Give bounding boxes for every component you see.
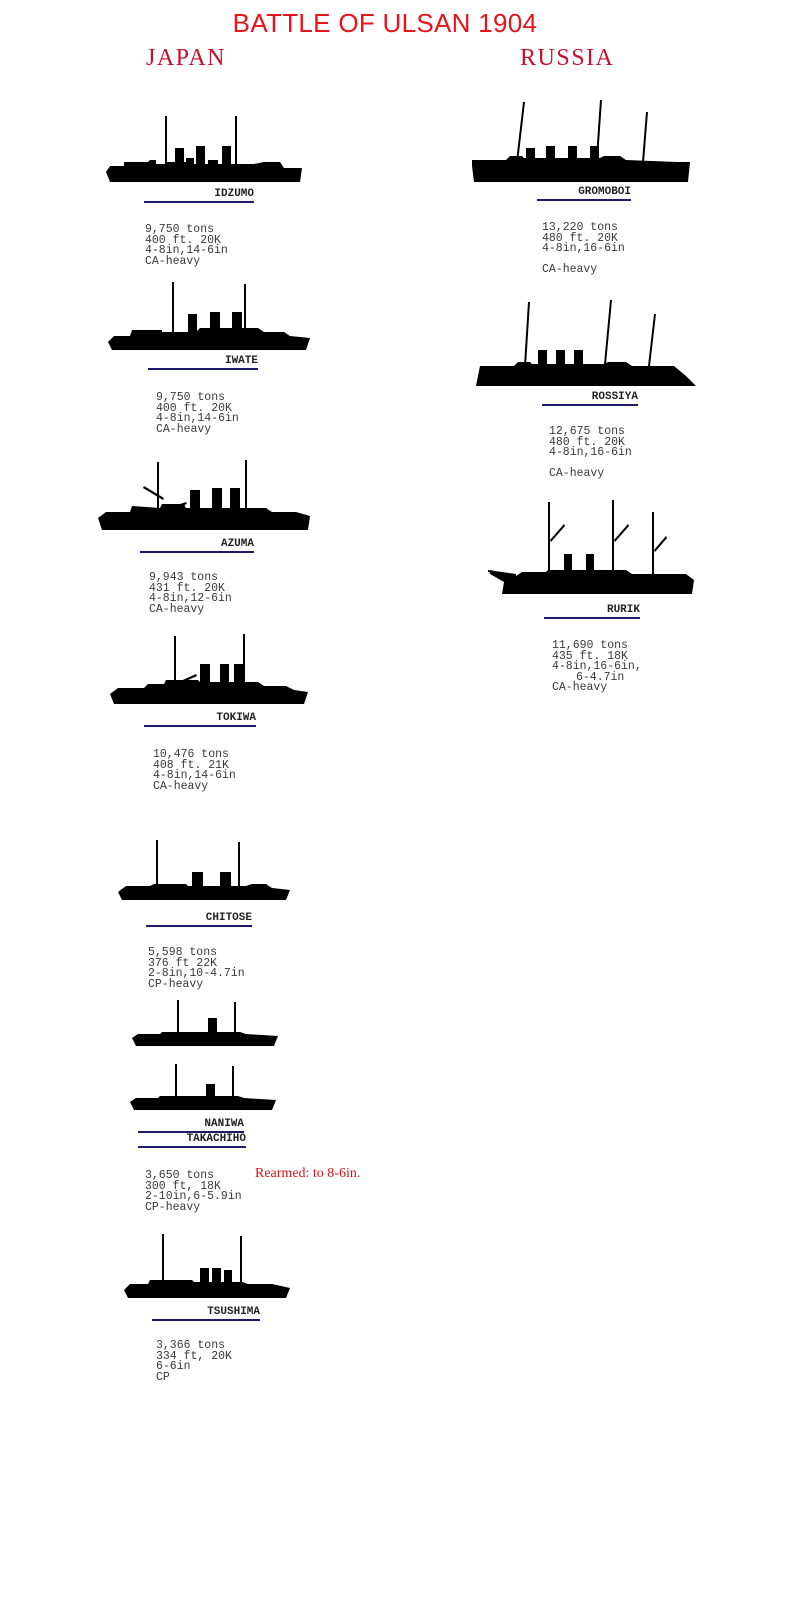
tokiwa-name: TOKIWA: [144, 712, 256, 727]
tsushima-name: TSUSHIMA: [152, 1306, 260, 1321]
chitose-silhouette: [116, 838, 292, 902]
russia-heading: RUSSIA: [520, 45, 615, 71]
naniwa-stats: 3,650 tons 300 ft, 18K 2-10in,6-5.9in CP-heavy: [145, 1169, 242, 1214]
rossiya-name: ROSSIYA: [542, 391, 638, 406]
gromoboi-stats: 13,220 tons 480 ft. 20K 4-8in,16-6in CA-heavy: [542, 221, 625, 276]
rurik-stats: 11,690 tons 435 ft. 18K 4-8in,16-6in, 6-4.7in CA-heavy: [552, 639, 642, 694]
tokiwa-silhouette: [108, 630, 310, 706]
rossiya-silhouette: [474, 300, 700, 388]
iwate-stats: 9,750 tons 400 ft. 20K 4-8in,14-6in CA-heavy: [156, 391, 239, 436]
gromoboi-silhouette: [470, 98, 692, 184]
idzumo-name: IDZUMO: [144, 188, 254, 203]
azuma-name: AZUMA: [140, 538, 254, 553]
japan-heading: JAPAN: [146, 45, 226, 71]
rossiya-stats: 12,675 tons 480 ft. 20K 4-8in,16-6in CA-heavy: [549, 425, 632, 480]
iwate-silhouette: [106, 280, 312, 352]
tokiwa-stats: 10,476 tons 408 ft. 21K 4-8in,14-6in CA-heavy: [153, 748, 236, 793]
azuma-stats: 9,943 tons 431 ft. 20K 4-8in,12-6in CA-heavy: [149, 571, 232, 616]
rurik-name: RURIK: [544, 604, 640, 619]
iwate-name: IWATE: [148, 355, 258, 370]
tsushima-silhouette: [122, 1232, 292, 1300]
azuma-silhouette: [96, 458, 314, 532]
idzumo-silhouette: [104, 112, 304, 184]
takachiho-name: TAKACHIHO: [138, 1133, 246, 1148]
page-title: BATTLE OF ULSAN 1904: [232, 8, 538, 38]
tsushima-stats: 3,366 tons 334 ft, 20K 6-6in CP: [156, 1339, 232, 1384]
naniwa-name: NANIWA: [138, 1118, 244, 1133]
takachiho-silhouette: [128, 1062, 278, 1112]
idzumo-stats: 9,750 tons 400 ft. 20K 4-8in,14-6in CA-heavy: [145, 223, 228, 268]
naniwa-silhouette: [130, 998, 280, 1048]
gromoboi-name: GROMOBOI: [537, 186, 631, 201]
rurik-silhouette: [486, 500, 696, 596]
chitose-stats: 5,598 tons 376 ft 22K 2-8in,10-4.7in CP-heavy: [148, 946, 245, 991]
rearmed-note: Rearmed: to 8-6in.: [255, 1166, 361, 1181]
chitose-name: CHITOSE: [146, 912, 252, 927]
